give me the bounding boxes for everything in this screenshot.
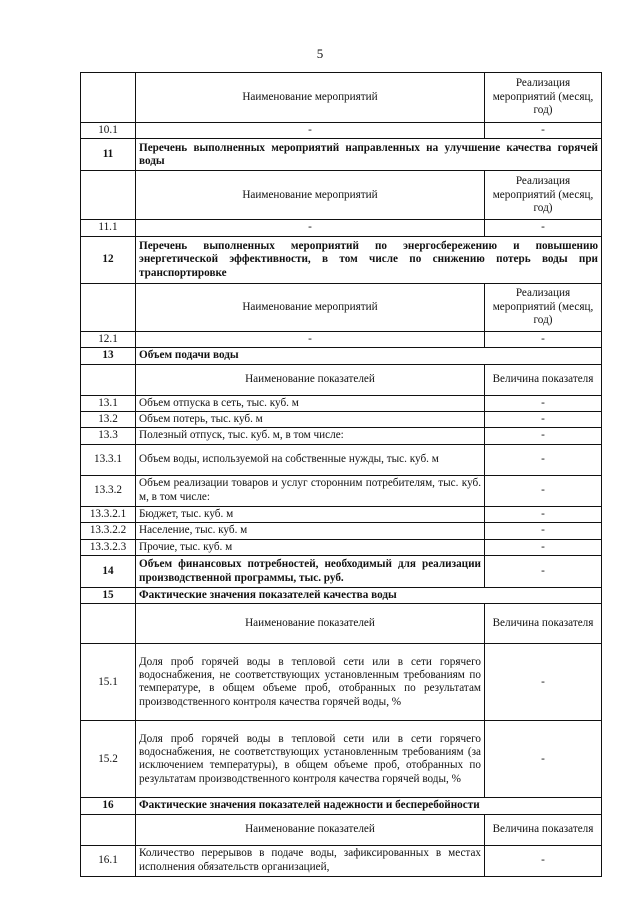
row-name: - — [136, 220, 485, 236]
row-number: 13.3.2.3 — [81, 539, 136, 555]
section-row — [81, 139, 602, 171]
table-row — [81, 506, 602, 522]
header-indicator-value: Величина показателя — [485, 814, 602, 845]
section-title: Фактические значения показателей качества воды — [136, 588, 602, 604]
table-row — [81, 171, 602, 220]
section-row — [81, 588, 602, 604]
row-value: - — [485, 721, 602, 798]
header-measures-realization: Реализация мероприятий (месяц, год) — [485, 73, 602, 123]
row-value: - — [485, 845, 602, 876]
header-indicator-name: Наименование показателей — [136, 604, 485, 644]
row-number: 13.3.2 — [81, 475, 136, 506]
table-row — [81, 364, 602, 395]
row-name: Доля проб горячей воды в тепловой сети или в сети горячего водоснабжения, не соответствующих установленным требованиям по температуре, в общем объеме проб, отобранных по результатам производственного контроля качества горячей воды, % — [136, 644, 485, 721]
row-value: - — [485, 395, 602, 411]
table-row — [81, 73, 602, 123]
empty-cell — [81, 73, 136, 123]
header-indicator-value: Величина показателя — [485, 604, 602, 644]
header-measures-realization: Реализация мероприятий (месяц, год) — [485, 283, 602, 331]
table-row — [81, 845, 602, 876]
program-table — [80, 72, 602, 877]
row-name: Объем потерь, тыс. куб. м — [136, 412, 485, 428]
section-row — [81, 798, 602, 814]
table-row — [81, 283, 602, 331]
page-number: 5 — [316, 46, 324, 61]
empty-cell — [81, 814, 136, 845]
row-number: 15.1 — [81, 644, 136, 721]
row-value: - — [485, 475, 602, 506]
row-name: - — [136, 331, 485, 347]
table-row — [81, 539, 602, 555]
section-title: Объем финансовых потребностей, необходимый для реализации производственной программы, тыс. руб. — [136, 556, 485, 588]
section-number: 14 — [81, 556, 136, 588]
table-row — [81, 220, 602, 236]
row-number: 15.2 — [81, 721, 136, 798]
header-indicator-name: Наименование показателей — [136, 814, 485, 845]
header-indicator-value: Величина показателя — [485, 364, 602, 395]
section-number: 13 — [81, 348, 136, 364]
row-value: - — [485, 539, 602, 555]
empty-cell — [81, 171, 136, 220]
row-number: 12.1 — [81, 331, 136, 347]
section-row — [81, 556, 602, 588]
row-name: Количество перерывов в подаче воды, зафиксированных в местах исполнения обязательств организацией, — [136, 845, 485, 876]
row-name: Бюджет, тыс. куб. м — [136, 506, 485, 522]
row-name: Полезный отпуск, тыс. куб. м, в том числе: — [136, 428, 485, 444]
row-value: - — [485, 428, 602, 444]
row-name: Доля проб горячей воды в тепловой сети или в сети горячего водоснабжения, не соответствующих установленным требованиям (за исключением температуры), в общем объеме проб, отобранных по результатам производственного контроля качества горячей воды, % — [136, 721, 485, 798]
empty-cell — [81, 364, 136, 395]
section-title: Перечень выполненных мероприятий направленных на улучшение качества горячей воды — [136, 139, 602, 171]
section-number: 11 — [81, 139, 136, 171]
row-name: Объем воды, используемой на собственные нужды, тыс. куб. м — [136, 444, 485, 475]
header-measures-name: Наименование мероприятий — [136, 73, 485, 123]
row-number: 13.3.1 — [81, 444, 136, 475]
table-row — [81, 721, 602, 798]
table-row — [81, 523, 602, 539]
row-number: 13.2 — [81, 412, 136, 428]
table-row — [81, 331, 602, 347]
row-value: - — [485, 506, 602, 522]
row-value: - — [485, 220, 602, 236]
empty-cell — [81, 604, 136, 644]
row-number: 13.1 — [81, 395, 136, 411]
empty-cell — [81, 283, 136, 331]
row-number: 10.1 — [81, 123, 136, 139]
header-measures-realization: Реализация мероприятий (месяц, год) — [485, 171, 602, 220]
header-indicator-name: Наименование показателей — [136, 364, 485, 395]
row-value: - — [485, 123, 602, 139]
section-number: 16 — [81, 798, 136, 814]
row-value: - — [485, 556, 602, 588]
row-name: - — [136, 123, 485, 139]
row-name: Объем отпуска в сеть, тыс. куб. м — [136, 395, 485, 411]
section-row — [81, 348, 602, 364]
row-value: - — [485, 331, 602, 347]
row-number: 13.3 — [81, 428, 136, 444]
row-number: 13.3.2.2 — [81, 523, 136, 539]
header-measures-name: Наименование мероприятий — [136, 283, 485, 331]
row-value: - — [485, 412, 602, 428]
section-title: Перечень выполненных мероприятий по энергосбережению и повышению энергетической эффективности, в том числе по снижению потерь воды при транспортировке — [136, 236, 602, 283]
row-value: - — [485, 523, 602, 539]
section-title: Объем подачи воды — [136, 348, 602, 364]
row-value: - — [485, 444, 602, 475]
table-row — [81, 412, 602, 428]
row-number: 11.1 — [81, 220, 136, 236]
row-value: - — [485, 644, 602, 721]
section-row — [81, 236, 602, 283]
table-row — [81, 428, 602, 444]
row-number: 16.1 — [81, 845, 136, 876]
table-row — [81, 444, 602, 475]
table-row — [81, 395, 602, 411]
table-row — [81, 644, 602, 721]
row-name: Прочие, тыс. куб. м — [136, 539, 485, 555]
row-name: Объем реализации товаров и услуг сторонним потребителям, тыс. куб. м, в том числе: — [136, 475, 485, 506]
row-number: 13.3.2.1 — [81, 506, 136, 522]
section-number: 15 — [81, 588, 136, 604]
table-row — [81, 604, 602, 644]
row-name: Население, тыс. куб. м — [136, 523, 485, 539]
table-row — [81, 475, 602, 506]
header-measures-name: Наименование мероприятий — [136, 171, 485, 220]
section-number: 12 — [81, 236, 136, 283]
table-row — [81, 123, 602, 139]
section-title: Фактические значения показателей надежности и бесперебойности — [136, 798, 602, 814]
table-row — [81, 814, 602, 845]
